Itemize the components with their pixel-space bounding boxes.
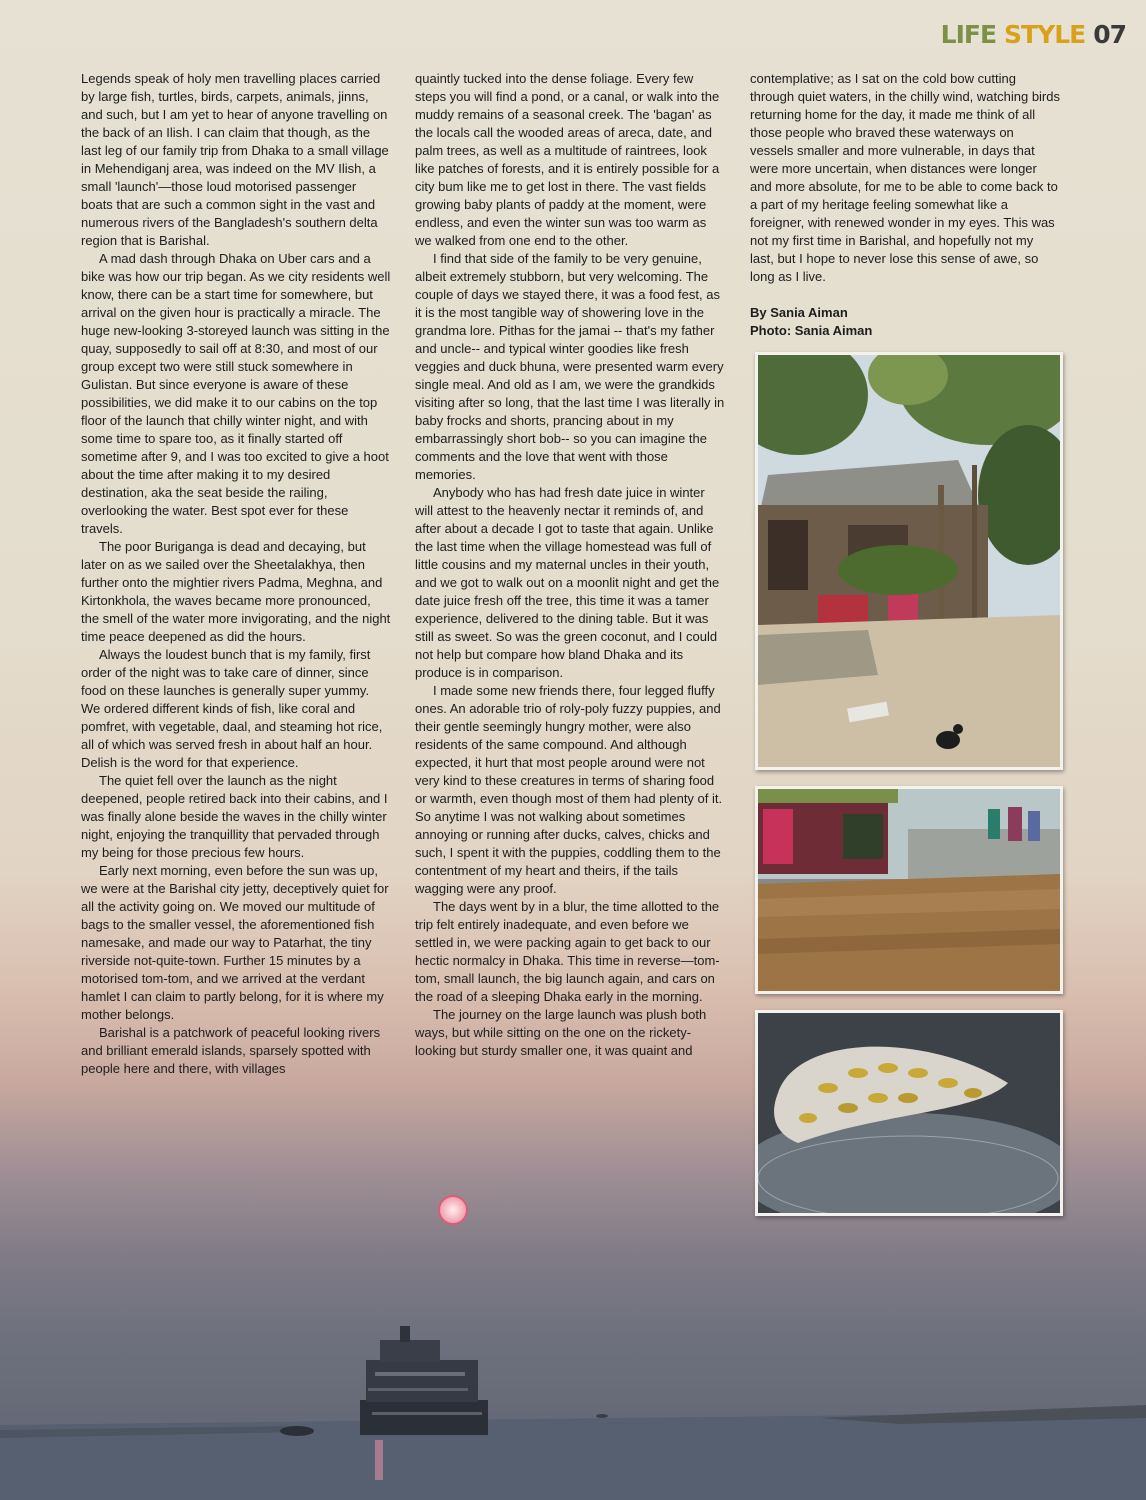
launch-boat [360, 1326, 488, 1435]
section-header [941, 18, 1126, 52]
paragraph: The quiet fell over the launch as the night deepened, people retired back into their cabins, and I was finally alone beside the waves in the chilly winter night, enjoying the tranquillity that pervaded through my being for those precious few hours. [81, 773, 388, 860]
paragraph: Early next morning, even before the sun was up, we were at the Barishal city jetty, deceptively quiet for all the activity going on. We moved our multitude of bags to the smaller vessel, the aforementioned fish namesake, and made our way to Patarhat, the tiny riverside not-quite-town. Further 15 minutes by a motorised tom-tom, and we arrived at the verdant hamlet I can claim to partly belong, for it is where my mother belongs. [81, 863, 389, 1022]
village-house-photo [755, 352, 1063, 770]
article-column-3 [750, 70, 1060, 340]
photo-credit: Photo: Sania Aiman [750, 323, 873, 338]
paragraph: The journey on the large launch was plush both ways, but while sitting on the one on the rickety-looking but sturdy smaller one, it was quaint and [415, 1007, 707, 1058]
paragraph: Barishal is a patchwork of peaceful looking rivers and brilliant emerald islands, sparsely spotted with people here and there, with villages [81, 1025, 381, 1076]
section-title-life: LIFE [940, 20, 997, 49]
sun [439, 1196, 467, 1224]
article-column-2 [415, 70, 725, 1060]
page-number: 07 [1093, 20, 1126, 49]
paragraph: The poor Buriganga is dead and decaying, but later on as we sailed over the Sheetalakhya, then further onto the mightier rivers Padma, Meghna, and Kirtonkhola, the waves became more pronounced, the smell of the water more invigorating, and the night time peace deepened as did the hours. [81, 539, 391, 644]
distant-boat [596, 1414, 608, 1418]
author-byline: By Sania Aiman [750, 305, 848, 320]
paragraph: quaintly tucked into the dense foliage. Every few steps you will find a pond, or a canal, or walk into the muddy remains of a seasonal creek. The 'bagan' as the locals call the wooded areas of areca, date, and palm trees, as well as a multitude of raintrees, look like patches of forests, and it is entirely possible for a city bum like me to get lost in there. The vast fields growing baby plants of paddy at the moment, were endless, and even the winter sun was too warm as we walked from one end to the other. [415, 71, 720, 248]
paragraph: I find that side of the family to be very genuine, albeit extremely stubborn, but very welcoming. The couple of days we stayed there, it was a food fest, as it is the most tangible way of showering love in the grandma lore. Pithas for the jamai -- that's my father and uncle-- and typical winter goodies like fresh veggies and duck bhuna, were presented warm every single meal. And old as I am, we were the grandkids visiting after so long, that the last time I was literally in baby frocks and shorts, prancing about in my embarrassingly short bob-- so you can imagine the comments and the love that went with those memories. [415, 251, 725, 482]
paragraph: contemplative; as I sat on the cold bow cutting through quiet waters, in the chilly wind, watching birds returning home for the day, it made me think of all those people who braved these waterways on vessels smaller and more vulnerable, in days that were more uncertain, when distances were longer and more absolute, for me to be able to come back to a part of my heritage feeling somewhat like a foreigner, with renewed wonder in my eyes. This was not my first time in Barishal, and hopefully not my last, but I hope to never lose this sense of awe, so long as I live. [750, 71, 1060, 284]
credits [750, 304, 1060, 340]
paragraph: A mad dash through Dhaka on Uber cars and a bike was how our trip began. As we city residents well know, there can be a start time for somewhere, but arrival on the given hour is practically a miracle. The huge new-looking 3-storeyed launch was sitting in the quay, supposedly to sail off at 8:30, and most of our group except two were still stuck somewhere in Gulistan. But since everyone is aware of these possibilities, we did make it to our cabins on the top floor of the launch that chilly winter night, and with some time to spare too, as it finally started off sometime after 9, and I was too excited to give a hoot about the time after making it to my desired destination, aka the seat beside the railing, overlooking the water. Best spot ever for these travels. [81, 251, 391, 536]
drying-paddy-photo [755, 786, 1063, 994]
article-column-1 [81, 70, 391, 1078]
river-sunset-scene [0, 1150, 1146, 1500]
paragraph: Always the loudest bunch that is my family, first order of the night was to take care of dinner, since food on these launches is generally super yummy. We ordered different kinds of fish, like coral and pomfret, with vegetable, daal, and steaming hot rice, all of which was served fresh in about half an hour. Delish is the word for that experience. [81, 647, 383, 770]
paragraph: I made some new friends there, four legged fluffy ones. An adorable trio of roly-poly fuzzy puppies, and their gentle seemingly hungry mother, were also residents of the same compound. And although expected, it hurt that most people around were not very kind to these creatures in terms of sharing food or warmth, even though most of them had plenty of it. So anytime I was not walking about sometimes annoying or running after ducks, calves, chicks and such, I spent it with the puppies, coddling them to the contentment of my heart and theirs, if the tails wagging were any proof. [415, 683, 723, 896]
section-title-style: STYLE [1004, 20, 1086, 49]
paragraph: The days went by in a blur, the time allotted to the trip felt entirely inadequate, and even before we settled in, we were packing again to get back to our hectic normalcy in Dhaka. This time in reverse—tom-tom, small launch, the big launch again, and cars on the road of a sleeping Dhaka early in the morning. [415, 899, 720, 1004]
paragraph: Legends speak of holy men travelling places carried by large fish, turtles, birds, carpets, animals, jinns, and such, but I am yet to hear of anyone travelling on the back of an Ilish. I can claim that though, as the last leg of our family trip from Dhaka to a small village in Mehendiganj area, was indeed on the MV Ilish, a small 'launch'—those loud motorised passenger boats that are such a common sight in the vast and numerous rivers of the Bangladesh's southern delta region that is Barishal. [81, 71, 389, 248]
small-boat [280, 1426, 314, 1436]
paragraph: Anybody who has had fresh date juice in winter will attest to the heavenly nectar it reminds of, and after about a decade I got to taste that again. Unlike the last time when the village homestead was full of little cousins and my maternal uncles in their youth, and we got to walk out on a moonlit night and get the date juice fresh off the tree, this time it was a tamer experience, delivered to the dining table. But it was still as sweet. So was the green coconut, and I could not help but compare how bland Dhaka and its produce is in comparison. [415, 485, 720, 680]
